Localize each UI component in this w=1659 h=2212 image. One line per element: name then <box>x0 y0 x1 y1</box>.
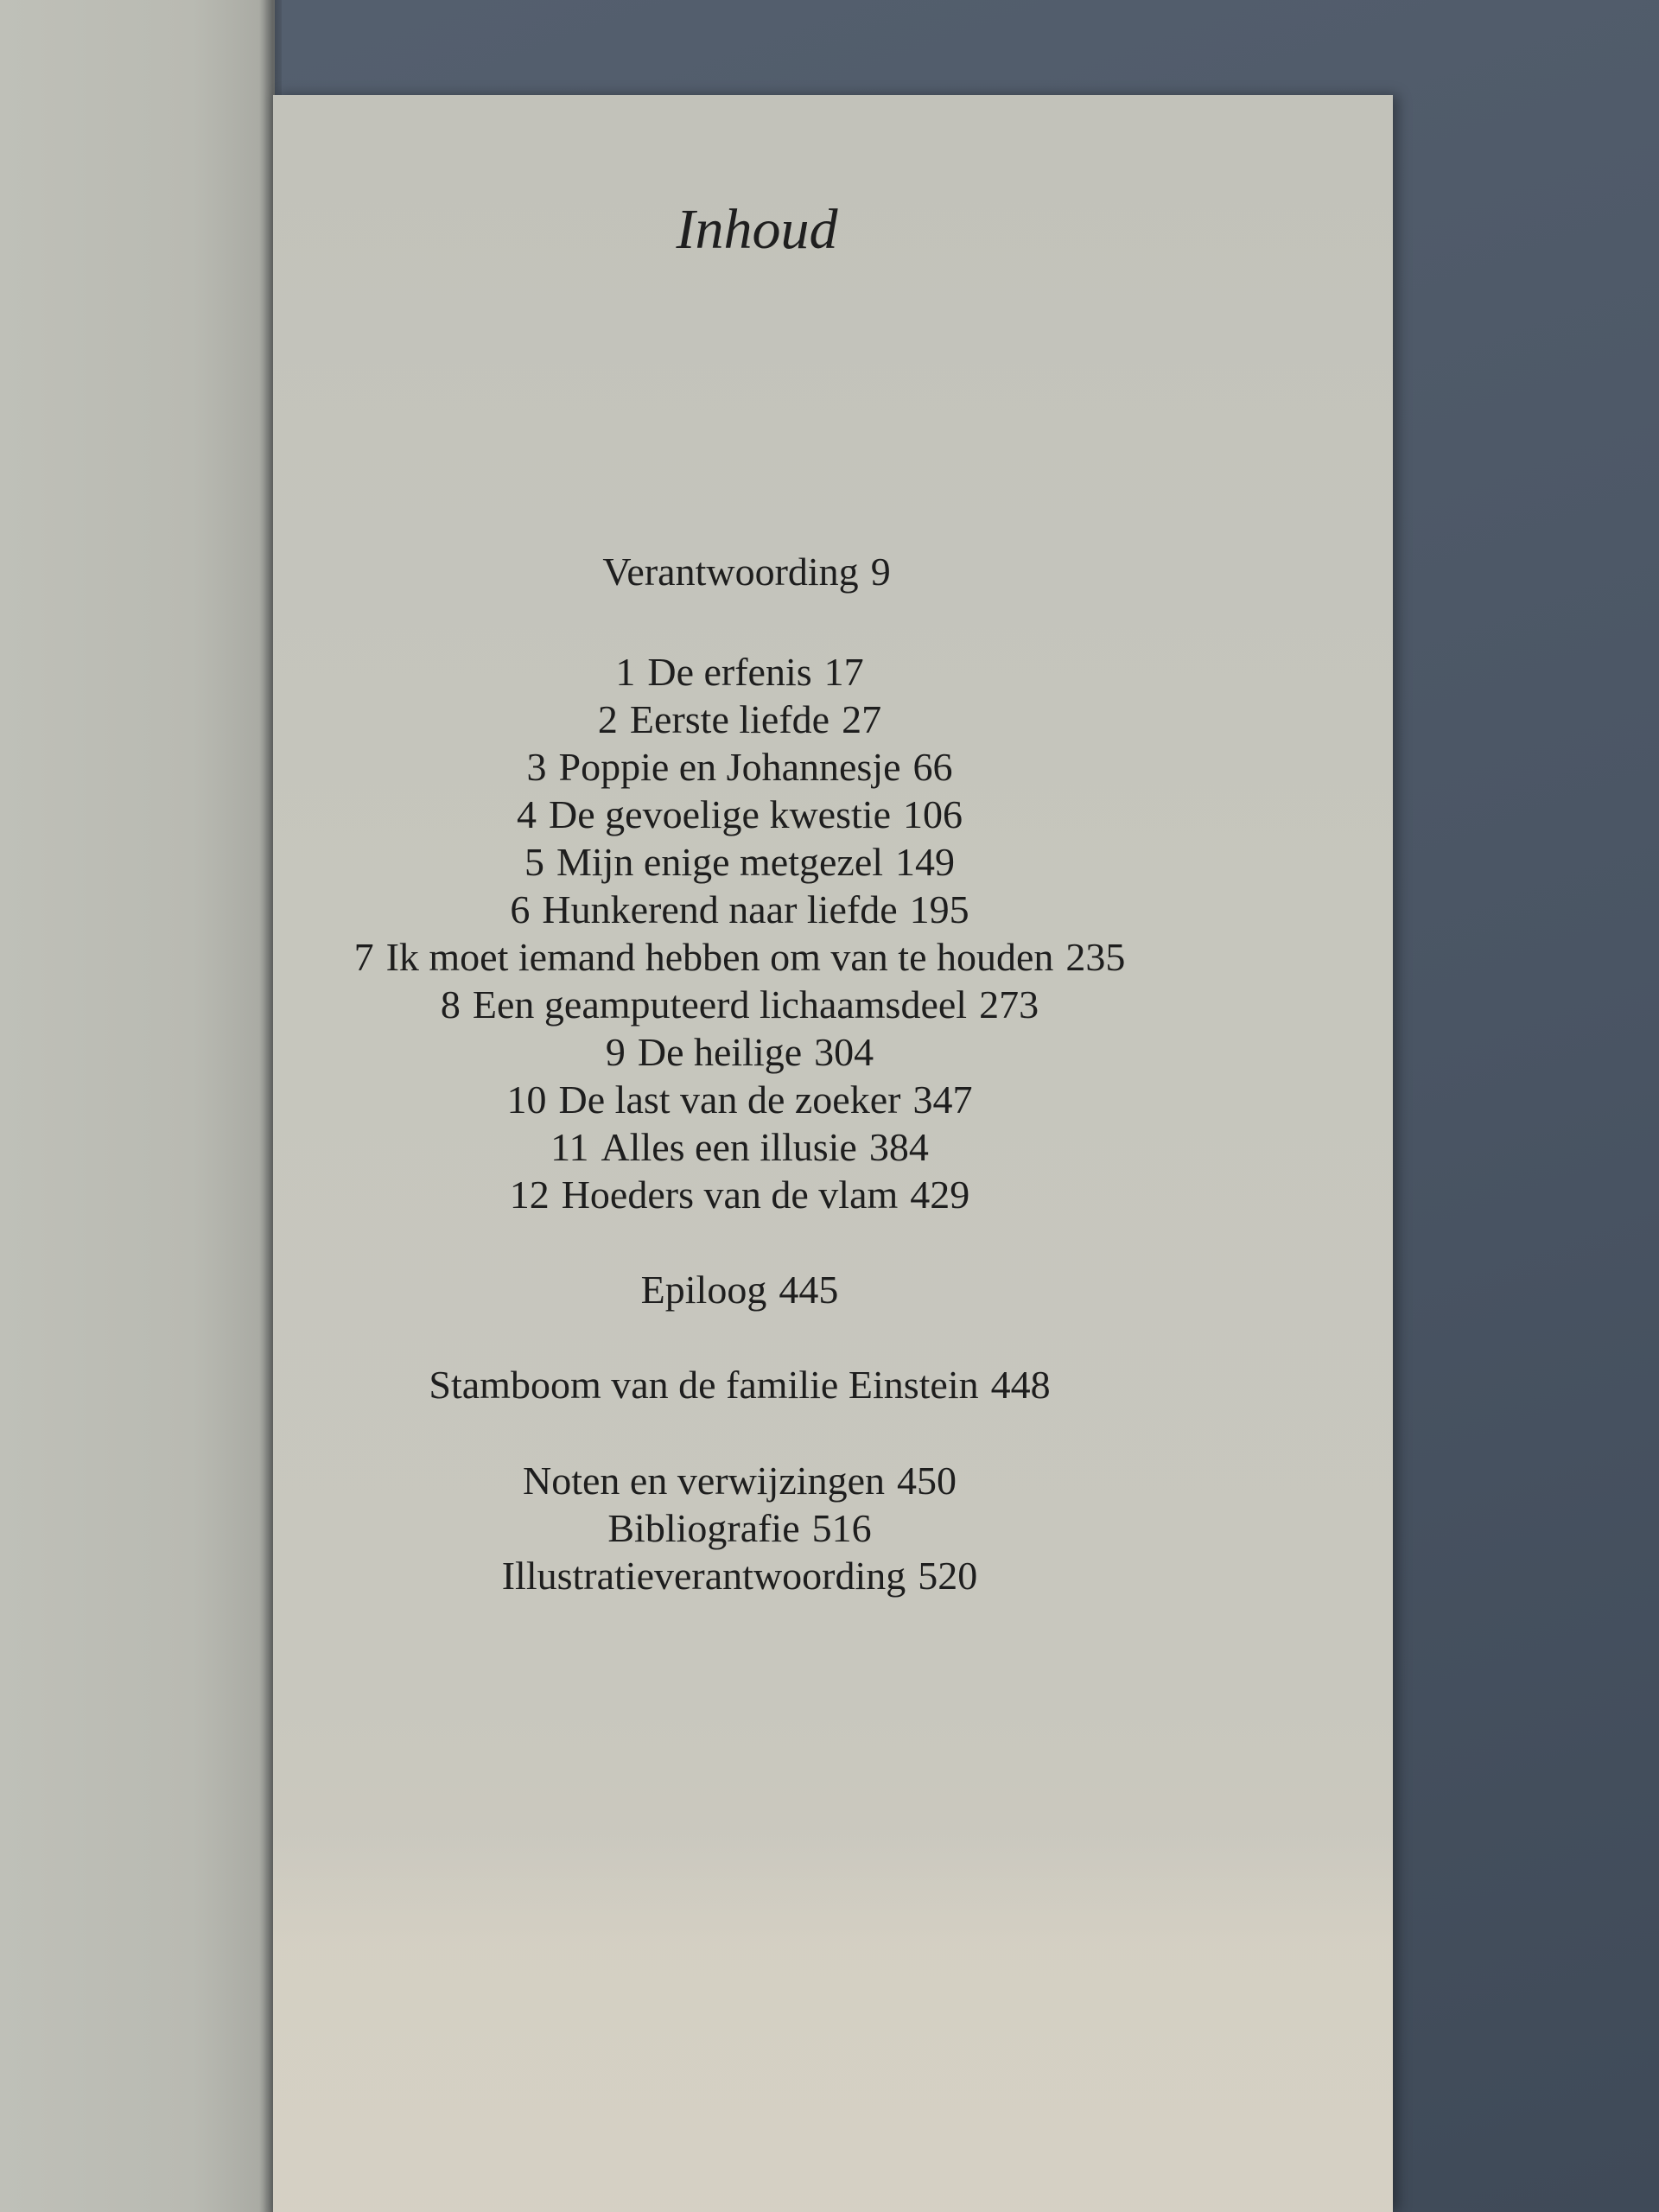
toc-entry-label: Noten en verwijzingen <box>523 1459 885 1503</box>
chapter-number: 10 <box>506 1077 547 1122</box>
chapter-title: De heilige <box>637 1030 803 1074</box>
chapter-number: 5 <box>524 840 544 884</box>
toc-entry-page: 448 <box>990 1363 1051 1407</box>
chapter-number: 12 <box>509 1173 550 1217</box>
toc-entry-label: Epiloog <box>640 1268 767 1312</box>
toc-chapter-9 <box>0 1028 1479 1077</box>
chapter-title: De gevoelige kwestie <box>549 792 891 836</box>
toc-entry-label: Bibliografie <box>607 1506 800 1550</box>
toc-chapter-2 <box>0 696 1479 744</box>
toc-entry-page: 450 <box>896 1459 957 1503</box>
toc-entry-bibliografie <box>0 1504 1479 1553</box>
chapter-page: 384 <box>868 1125 929 1169</box>
chapter-number: 4 <box>517 792 537 836</box>
chapter-title: Alles een illusie <box>601 1125 857 1169</box>
chapter-number: 3 <box>526 745 547 789</box>
chapter-number: 1 <box>615 650 636 694</box>
chapter-number: 7 <box>353 935 374 979</box>
page-title: Inhoud <box>676 198 838 261</box>
toc-chapter-10 <box>0 1076 1479 1124</box>
chapter-title: De last van de zoeker <box>558 1077 901 1122</box>
chapter-page: 195 <box>909 887 969 931</box>
chapter-number: 2 <box>597 697 618 741</box>
chapter-number: 8 <box>440 982 461 1027</box>
chapter-title: Hoeders van de vlam <box>561 1173 899 1217</box>
toc-entry-illustratieverantwoording <box>0 1552 1479 1600</box>
toc-chapter-6 <box>0 886 1479 934</box>
chapter-number: 11 <box>550 1125 589 1169</box>
toc-entry-label: Stamboom van de familie Einstein <box>429 1363 979 1407</box>
toc-entry-verantwoording <box>7 548 1486 596</box>
chapter-page: 429 <box>910 1173 970 1217</box>
toc-entry-page: 9 <box>870 550 891 594</box>
chapter-page: 235 <box>1065 935 1126 979</box>
chapter-title: Een geamputeerd lichaamsdeel <box>472 982 968 1027</box>
page-lower-band <box>273 1832 1393 2212</box>
toc-entry-page: 516 <box>811 1506 872 1550</box>
toc-chapter-11 <box>0 1123 1479 1172</box>
chapter-page: 106 <box>902 792 963 836</box>
toc-entry-page: 520 <box>918 1554 978 1598</box>
toc-entry-noten <box>0 1457 1479 1505</box>
toc-chapter-12 <box>0 1171 1479 1219</box>
toc-chapter-1 <box>0 648 1479 696</box>
chapter-number: 6 <box>510 887 531 931</box>
chapter-title: Eerste liefde <box>629 697 830 741</box>
chapter-page: 347 <box>912 1077 973 1122</box>
toc-chapter-7 <box>0 933 1479 982</box>
chapter-page: 304 <box>814 1030 874 1074</box>
chapter-title: Ik moet iemand hebben om van te houden <box>385 935 1054 979</box>
chapter-number: 9 <box>605 1030 626 1074</box>
toc-chapter-4 <box>0 791 1479 839</box>
chapter-page: 273 <box>979 982 1039 1027</box>
chapter-page: 66 <box>912 745 953 789</box>
chapter-page: 17 <box>823 650 864 694</box>
toc-chapter-3 <box>0 743 1479 791</box>
chapter-page: 149 <box>895 840 956 884</box>
toc-entry-label: Verantwoording <box>602 550 859 594</box>
chapter-title: Hunkerend naar liefde <box>542 887 898 931</box>
chapter-title: Poppie en Johannesje <box>558 745 901 789</box>
chapter-page: 27 <box>842 697 882 741</box>
toc-entry-page: 445 <box>779 1268 839 1312</box>
toc-chapter-8 <box>0 981 1479 1029</box>
chapter-title: De erfenis <box>647 650 812 694</box>
chapter-title: Mijn enige metgezel <box>556 840 884 884</box>
toc-entry-epiloog <box>0 1266 1479 1314</box>
toc-chapter-5 <box>0 838 1479 887</box>
toc-entry-stamboom <box>0 1361 1479 1409</box>
toc-entry-label: Illustratieverantwoording <box>501 1554 906 1598</box>
